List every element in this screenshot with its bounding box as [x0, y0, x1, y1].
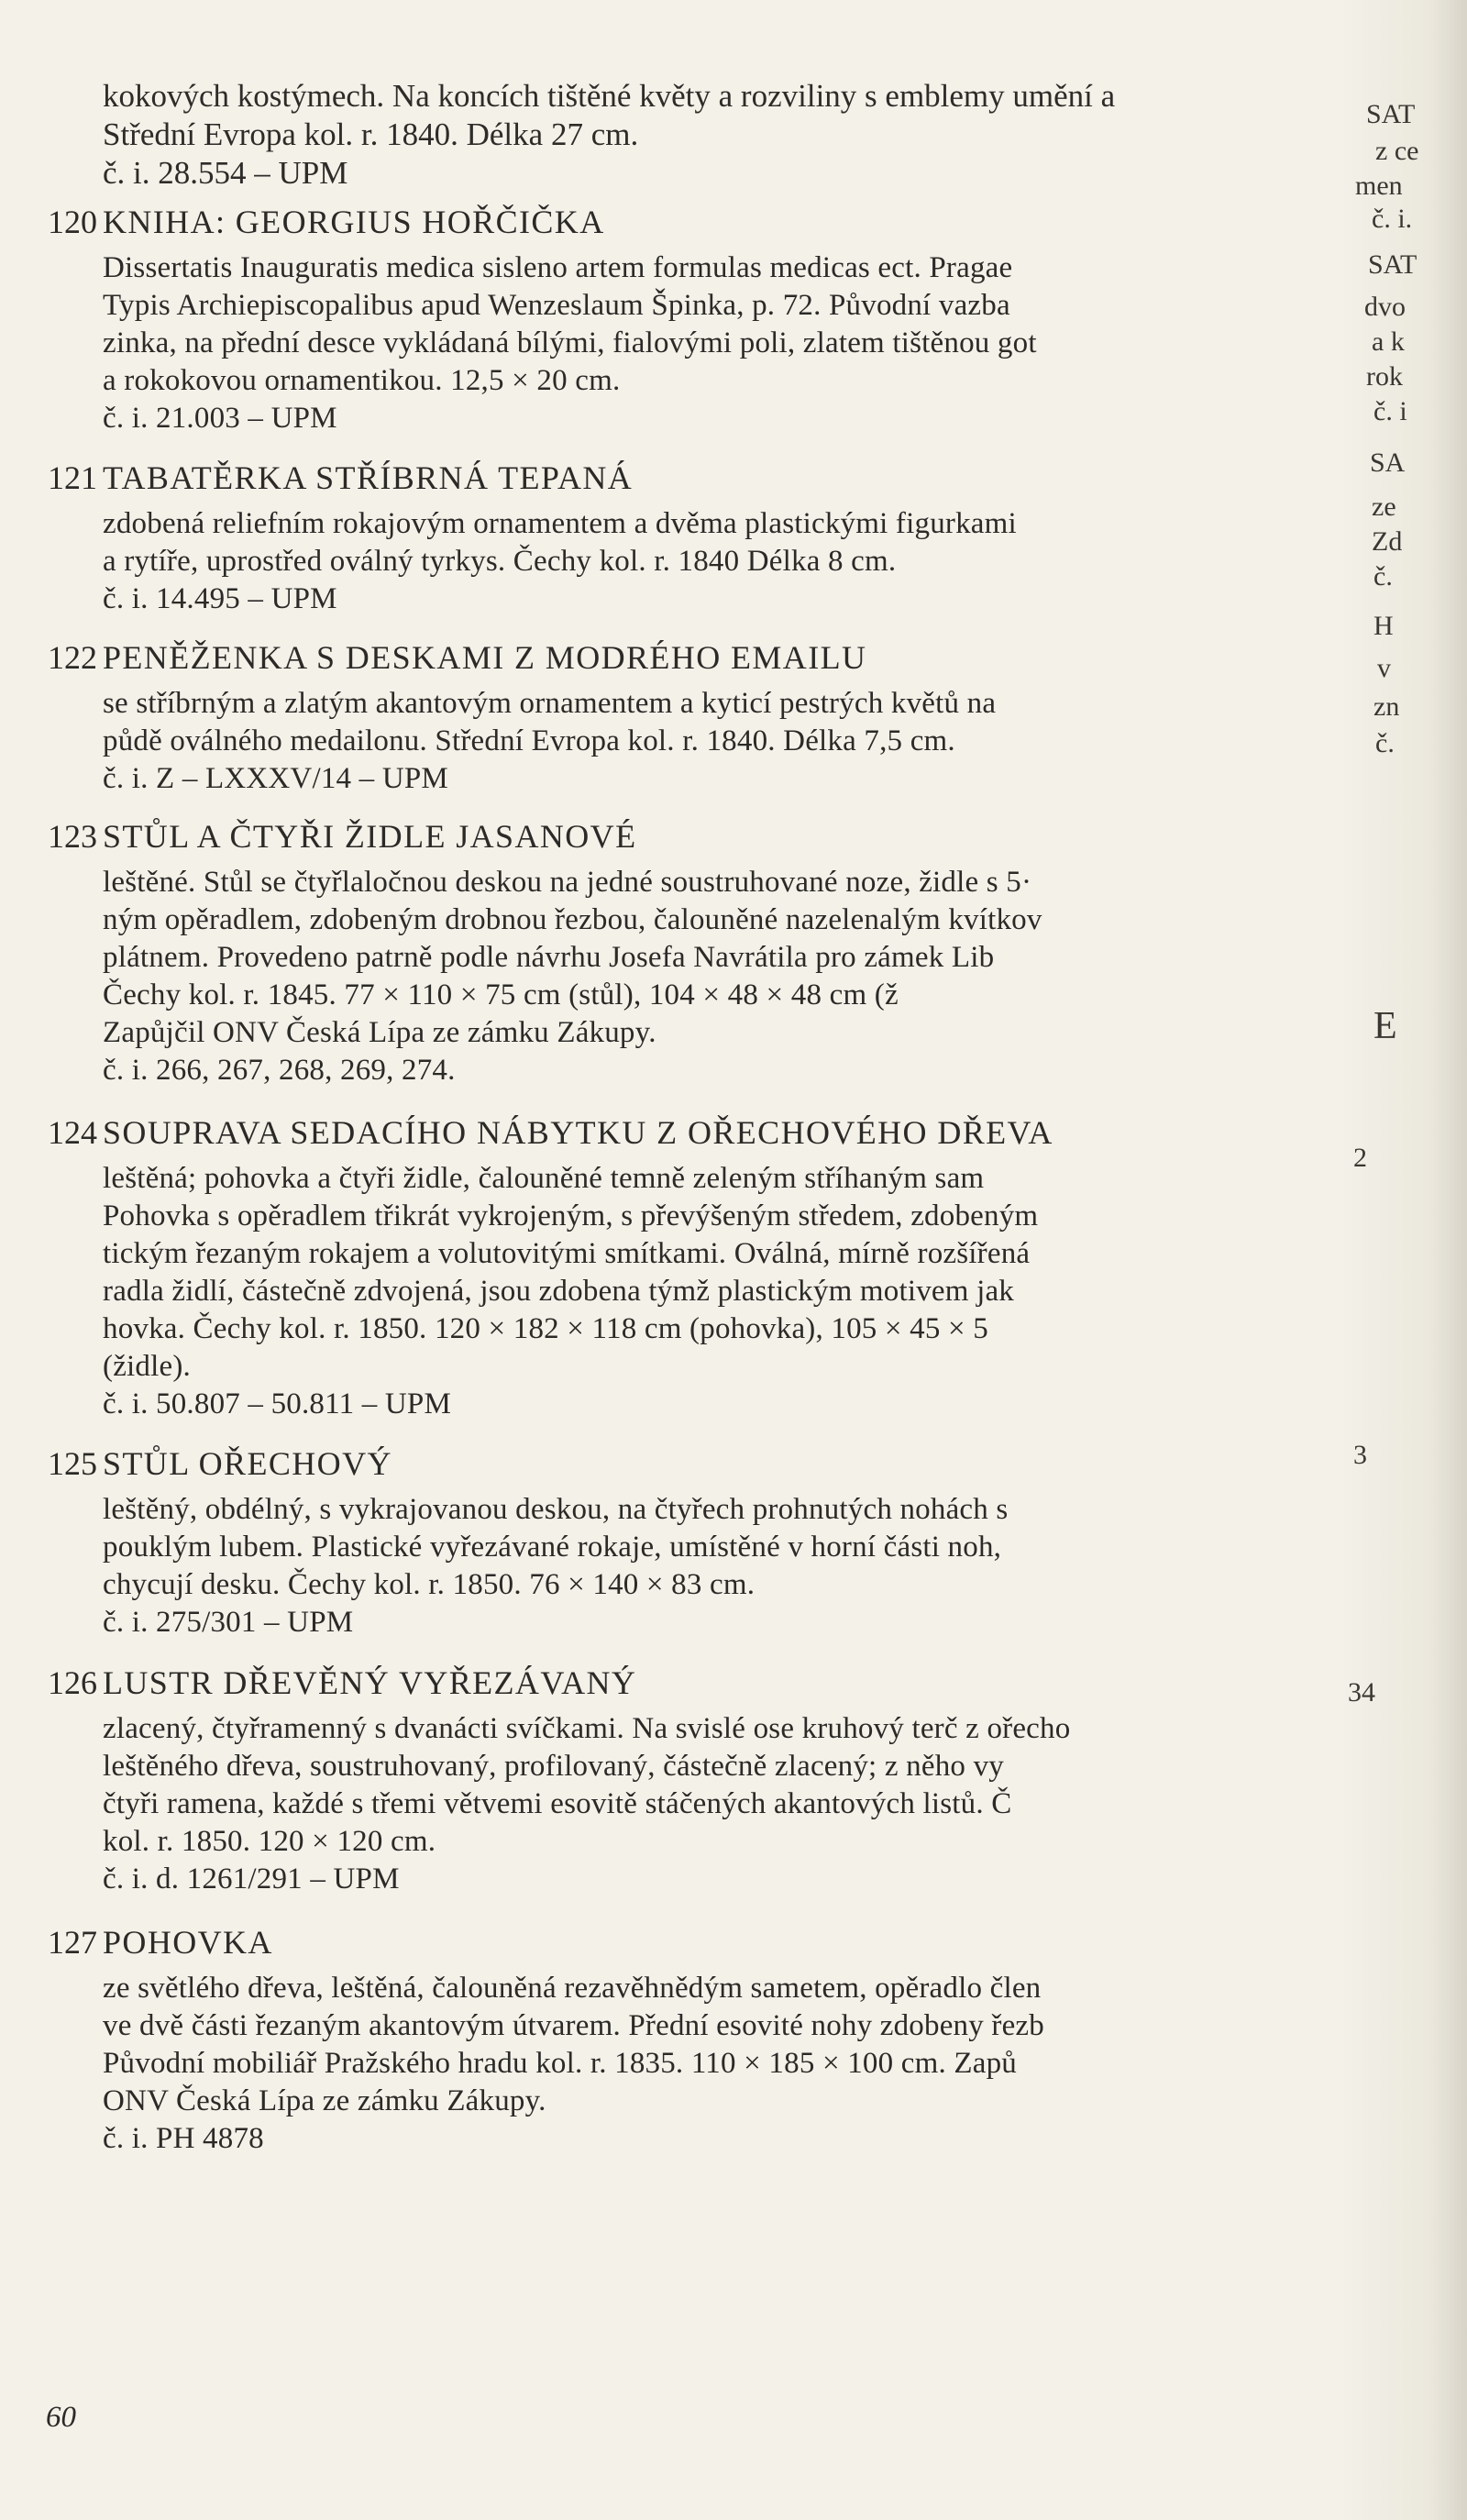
continuation-line: Střední Evropa kol. r. 1840. Délka 27 cm.	[103, 116, 639, 152]
entry-title: TABATĚRKA STŘÍBRNÁ TEPANÁ	[103, 459, 634, 496]
entry-line: Dissertatis Inauguratis medica sisleno artem formulas medicas ect. Pragae	[103, 251, 1013, 284]
bleed-fragment: H	[1373, 611, 1394, 641]
entry-line: ze světlého dřeva, leštěná, čalouněná rezavěhnědým sametem, opěradlo člen	[103, 1972, 1042, 2005]
entry-number: 124	[48, 1114, 97, 1151]
entry-title: KNIHA: GEORGIUS HOŘČIČKA	[103, 204, 605, 240]
entry-line: hovka. Čechy kol. r. 1850. 120 × 182 × 118 cm (pohovka), 105 × 45 × 5	[103, 1312, 988, 1345]
bleed-fragment: 34	[1348, 1677, 1375, 1708]
bleed-fragment: zn	[1373, 691, 1400, 722]
entry-line: kol. r. 1850. 120 × 120 cm.	[103, 1825, 436, 1858]
bleed-fragment: SAT	[1368, 249, 1417, 280]
entry-number: 123	[48, 818, 97, 855]
entry-line: leštěné. Stůl se čtyřlaločnou deskou na jedné soustruhované noze, židle s 5·	[103, 866, 1032, 899]
bleed-fragment: SAT	[1366, 99, 1416, 129]
bleed-fragment: č. i.	[1372, 204, 1413, 234]
entry-title: POHOVKA	[103, 1924, 273, 1961]
entry-line: chycují desku. Čechy kol. r. 1850. 76 × 140 × 83 cm.	[103, 1568, 756, 1601]
entry-line: ným opěradlem, zdobeným drobnou řezbou, čalouněné nazelenalým kvítkov	[103, 903, 1042, 936]
entry-line: Původní mobiliář Pražského hradu kol. r. 1835. 110 × 185 × 100 cm. Zapů	[103, 2047, 1017, 2080]
entry-line: leštěný, obdélný, s vykrajovanou deskou, na čtyřech prohnutých nohách s	[103, 1493, 1009, 1526]
entry-line: čtyři ramena, každé s třemi větvemi esovitě stáčených akantových listů. Č	[103, 1787, 1012, 1820]
page-number: 60	[46, 2401, 76, 2434]
entry-line: č. i. PH 4878	[103, 2122, 264, 2155]
entry-line: ve dvě části řezaným akantovým útvarem. Přední esovité nohy zdobeny řezb	[103, 2009, 1044, 2042]
bleed-fragment: č.	[1373, 561, 1393, 591]
entry-line: ONV Česká Lípa ze zámku Zákupy.	[103, 2084, 546, 2117]
entry-line: plátnem. Provedeno patrně podle návrhu Josefa Navrátila pro zámek Lib	[103, 941, 995, 974]
entry-line: č. i. 266, 267, 268, 269, 274.	[103, 1054, 456, 1087]
entry-line: č. i. 275/301 – UPM	[103, 1606, 354, 1639]
entry-line: č. i. d. 1261/291 – UPM	[103, 1862, 400, 1896]
entry-line: a rokokovou ornamentikou. 12,5 × 20 cm.	[103, 364, 621, 397]
bleed-fragment: E	[1373, 1005, 1397, 1047]
entry-line: zlacený, čtyřramenný s dvanácti svíčkami. Na svislé ose kruhový terč z ořecho	[103, 1712, 1071, 1745]
continuation-line: kokových kostýmech. Na koncích tištěné květy a rozviliny s emblemy umění a	[103, 78, 1116, 114]
bleed-fragment: SA	[1370, 448, 1406, 478]
entry-line: Pohovka s opěradlem třikrát vykrojeným, s převýšeným středem, zdobeným	[103, 1199, 1039, 1232]
entry-line: Čechy kol. r. 1845. 77 × 110 × 75 cm (stůl), 104 × 48 × 48 cm (ž	[103, 978, 899, 1011]
entry-line: půdě oválného medailonu. Střední Evropa kol. r. 1840. Délka 7,5 cm.	[103, 724, 955, 757]
facing-page-bleed	[1340, 0, 1467, 2520]
bleed-fragment: men	[1355, 171, 1403, 201]
entry-number: 122	[48, 639, 97, 676]
entry-number: 127	[48, 1924, 97, 1961]
entry-line: Zapůjčil ONV Česká Lípa ze zámku Zákupy.	[103, 1016, 656, 1049]
entry-line: č. i. Z – LXXXV/14 – UPM	[103, 762, 448, 795]
entry-line: tickým řezaným rokajem a volutovitými smítkami. Oválná, mírně rozšířená	[103, 1237, 1031, 1270]
entry-title: SOUPRAVA SEDACÍHO NÁBYTKU Z OŘECHOVÉHO DŘEVA	[103, 1114, 1053, 1151]
bleed-fragment: Zd	[1372, 526, 1403, 557]
entry-line: se stříbrným a zlatým akantovým ornamentem a kyticí pestrých květů na	[103, 687, 997, 720]
continuation-line: č. i. 28.554 – UPM	[103, 155, 348, 191]
entry-line: zdobená reliefním rokajovým ornamentem a dvěma plastickými figurkami	[103, 507, 1017, 540]
entry-line: radla židlí, částečně zdvojená, jsou zdobena týmž plastickým motivem jak	[103, 1275, 1014, 1308]
entry-line: leštěná; pohovka a čtyři židle, čalouněné temně zeleným stříhaným sam	[103, 1162, 985, 1195]
entry-number: 125	[48, 1445, 97, 1482]
bleed-fragment: z ce	[1375, 136, 1419, 166]
bleed-fragment: v	[1377, 653, 1391, 683]
entry-line: (židle).	[103, 1350, 191, 1383]
bleed-fragment: a k	[1372, 326, 1405, 357]
bleed-fragment: č.	[1375, 728, 1395, 758]
entry-title: STŮL OŘECHOVÝ	[103, 1445, 392, 1482]
bleed-fragment: ze	[1372, 492, 1396, 522]
entry-number: 120	[48, 204, 97, 240]
entry-line: č. i. 21.003 – UPM	[103, 402, 337, 435]
bleed-fragment: č. i	[1373, 396, 1407, 426]
entry-line: a rytíře, uprostřed oválný tyrkys. Čechy kol. r. 1840 Délka 8 cm.	[103, 545, 897, 578]
bleed-fragment: 3	[1353, 1440, 1367, 1470]
entry-line: Typis Archiepiscopalibus apud Wenzeslaum Špinka, p. 72. Původní vazba	[103, 289, 1010, 322]
entry-number: 121	[48, 459, 97, 496]
bleed-fragment: 2	[1353, 1143, 1367, 1173]
bleed-fragment: rok	[1366, 361, 1403, 392]
entry-line: leštěného dřeva, soustruhovaný, profilovaný, částečně zlacený; z něho vy	[103, 1750, 1004, 1783]
entry-line: pouklým lubem. Plastické vyřezávané rokaje, umístěné v horní části noh,	[103, 1531, 1002, 1564]
entry-title: LUSTR DŘEVĚNÝ VYŘEZÁVANÝ	[103, 1664, 637, 1701]
entry-line: č. i. 14.495 – UPM	[103, 582, 337, 615]
entry-number: 126	[48, 1664, 97, 1701]
entry-title: PENĚŽENKA S DESKAMI Z MODRÉHO EMAILU	[103, 639, 867, 676]
bleed-fragment: dvo	[1364, 292, 1406, 322]
entry-line: č. i. 50.807 – 50.811 – UPM	[103, 1387, 452, 1420]
entry-line: zinka, na přední desce vykládaná bílými, fialovými poli, zlatem tištěnou got	[103, 326, 1037, 359]
entry-title: STŮL A ČTYŘI ŽIDLE JASANOVÉ	[103, 818, 637, 855]
